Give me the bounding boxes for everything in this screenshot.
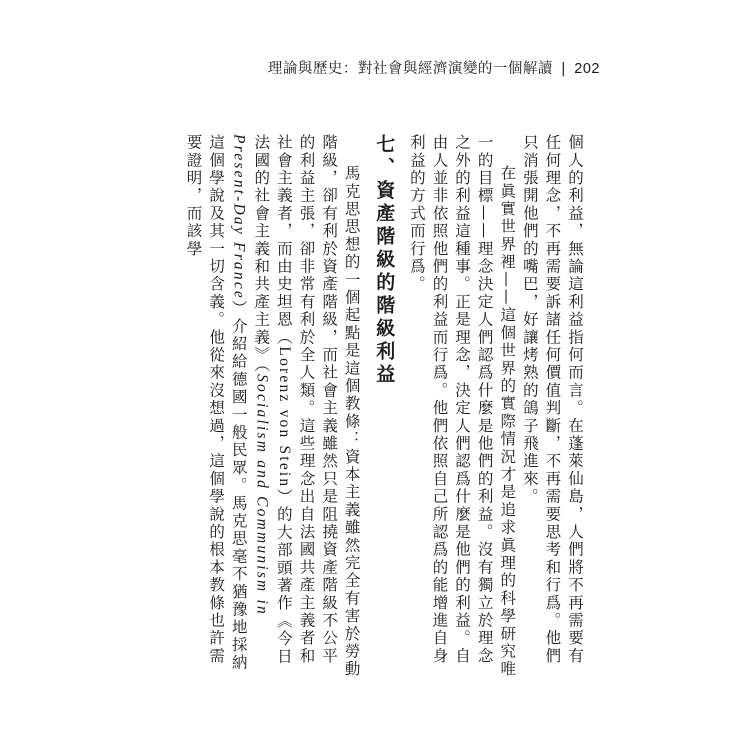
book-title: 理論與歷史：對社會與經濟演變的一個解讀 — [267, 61, 553, 77]
paragraph-text: ）的大部頭著作《今日法國的社會主義和共產主義》（ — [252, 134, 293, 666]
running-header — [268, 60, 600, 78]
header-separator: | — [560, 61, 567, 77]
person-name: Lorenz von Stein — [275, 346, 293, 489]
paragraph — [182, 134, 363, 679]
paragraph-text: 馬克思思想的一個起點是這個教條：資本主義雖然完全有害於勞動階級，卻有利於資產階級，而社會主義雖然只是阻撓資產階級不公平的利益主張，卻非常有利於全人類。這些理念出自法國共產主義者和社會主義者，而由史坦恩（ — [274, 134, 361, 679]
paragraph: 在眞實世界裡——這個世界的實際情況才是追求眞理的科學研究唯一的目標——理念決定人們認爲什麼是他們的利益。沒有獨立於理念之外的利益這種事。正是理念，決定人們認爲什麼是他們的利益。自由人並非依照他們的利益而行爲。他們依照自己所認爲的能增進自身利益的方式而行爲。 — [407, 134, 517, 679]
book-english-title: Socialism and Communism in Present-Day France — [230, 134, 271, 616]
section-heading: 七、資產階級的階級利益 — [373, 134, 396, 387]
paragraph-continued: 個人的利益，無論這利益指何而言。在蓬萊仙島，人們將不再需要有任何理念，不再需要訴諸任何價值判斷，不再需要思考和行爲。他們只消張開他們的嘴巴，好讓烤熟的鴿子飛進來。 — [520, 134, 584, 665]
body-text — [184, 134, 586, 679]
paragraph-text: ）介紹給德國一般民眾。馬克思毫不猶豫地採納這個學說及其一切含義。他從來沒想過，這個學說的根本教條也許需要證明，而該學 — [184, 134, 248, 672]
page-number: 202 — [574, 61, 600, 77]
